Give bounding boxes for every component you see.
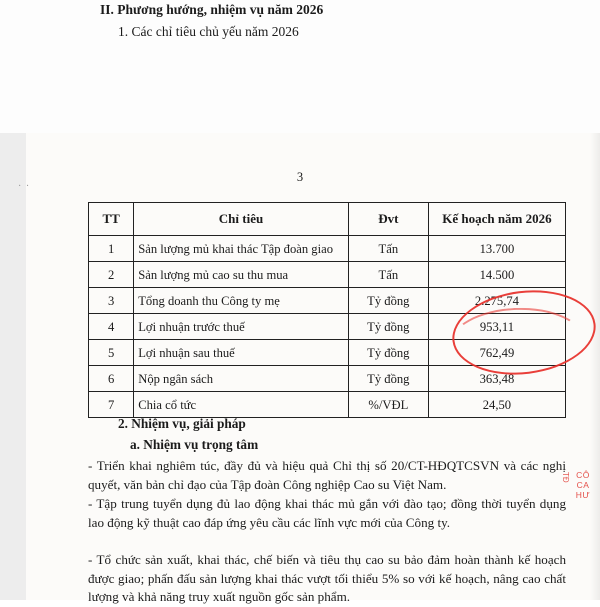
paragraph-3: - Tổ chức sản xuất, khai thác, chế biến và tiêu thụ cao su bảo đảm hoàn thành kế hoạch được giao; phấn đấu sản lượng khai thác vượt tối thiểu 5% so với kế hoạch, nâng cao chất lượng và khả năng truy xuất nguồn gốc sản phẩm. <box>88 552 566 605</box>
cell-tt: 7 <box>89 392 134 418</box>
heading-phuong-huong: II. Phương hướng, nhiệm vụ năm 2026 <box>100 2 324 17</box>
stamp-line-3: HƯ <box>575 490 591 500</box>
cell-tt: 3 <box>89 288 134 314</box>
table-row <box>89 392 566 418</box>
table-header-row <box>89 203 566 236</box>
cell-plan: 363,48 <box>428 366 565 392</box>
cell-unit: Tấn <box>348 262 428 288</box>
kpi-table <box>88 202 566 418</box>
stamp-side-text: TĐ <box>561 472 570 483</box>
cell-tt: 4 <box>89 314 134 340</box>
cell-tt: 6 <box>89 366 134 392</box>
cell-plan: 24,50 <box>428 392 565 418</box>
col-header-plan: Kế hoạch năm 2026 <box>428 203 565 236</box>
cell-plan: 762,49 <box>428 340 565 366</box>
cell-indicator: Chia cổ tức <box>134 392 349 418</box>
cell-indicator: Lợi nhuận sau thuế <box>134 340 349 366</box>
cell-indicator: Lợi nhuận trước thuế <box>134 314 349 340</box>
cell-unit: Tỷ đồng <box>348 314 428 340</box>
cell-unit: %/VĐL <box>348 392 428 418</box>
table-row <box>89 236 566 262</box>
cell-plan: 14.500 <box>428 262 565 288</box>
page-left-edge <box>0 133 26 600</box>
table-row <box>89 340 566 366</box>
cell-tt: 2 <box>89 262 134 288</box>
cell-unit: Tỷ đồng <box>348 366 428 392</box>
stamp-line-2: CA <box>576 480 590 490</box>
col-header-tt: TT <box>89 203 134 236</box>
cell-plan: 2.275,74 <box>428 288 565 314</box>
cell-unit: Tỷ đồng <box>348 288 428 314</box>
cell-plan: 13.700 <box>428 236 565 262</box>
cell-tt: 1 <box>89 236 134 262</box>
table-row <box>89 288 566 314</box>
cell-indicator: Tổng doanh thu Công ty mẹ <box>134 288 349 314</box>
col-header-indicator: Chỉ tiêu <box>134 203 349 236</box>
col-header-unit: Đvt <box>348 203 428 236</box>
cell-indicator: Sản lượng mủ cao su thu mua <box>134 262 349 288</box>
table-row <box>89 262 566 288</box>
paragraph-2: - Tập trung tuyển dụng đủ lao động khai thác mủ gắn với đào tạo; đồng thời tuyển dụng lao động kỹ thuật cao đáp ứng yêu cầu các lĩnh vực mới của Công ty. <box>88 496 566 530</box>
cell-indicator: Sản lượng mủ khai thác Tập đoàn giao <box>134 236 349 262</box>
cell-plan: 953,11 <box>428 314 565 340</box>
heading-cac-chi-tieu: 1. Các chỉ tiêu chủ yếu năm 2026 <box>118 24 299 39</box>
stamp-line-1: CÔ <box>576 470 590 480</box>
table-row <box>89 314 566 340</box>
table-row <box>89 366 566 392</box>
cell-indicator: Nộp ngân sách <box>134 366 349 392</box>
previous-page-fragment <box>0 0 600 134</box>
red-stamp-text <box>570 470 596 500</box>
paragraph-1: - Triển khai nghiêm túc, đầy đủ và hiệu quả Chỉ thị số 20/CT-HĐQTCSVN và các nghị quyết, văn bản chỉ đạo của Tập đoàn Công nghiệp Cao su Việt Nam. <box>88 458 566 492</box>
section-heading-2: 2. Nhiệm vụ, giải pháp <box>118 416 246 431</box>
scan-speck: · · <box>18 181 31 192</box>
page-number: 3 <box>296 170 304 184</box>
cell-tt: 5 <box>89 340 134 366</box>
cell-unit: Tỷ đồng <box>348 340 428 366</box>
section-heading-a: a. Nhiệm vụ trọng tâm <box>130 437 259 452</box>
cell-unit: Tấn <box>348 236 428 262</box>
